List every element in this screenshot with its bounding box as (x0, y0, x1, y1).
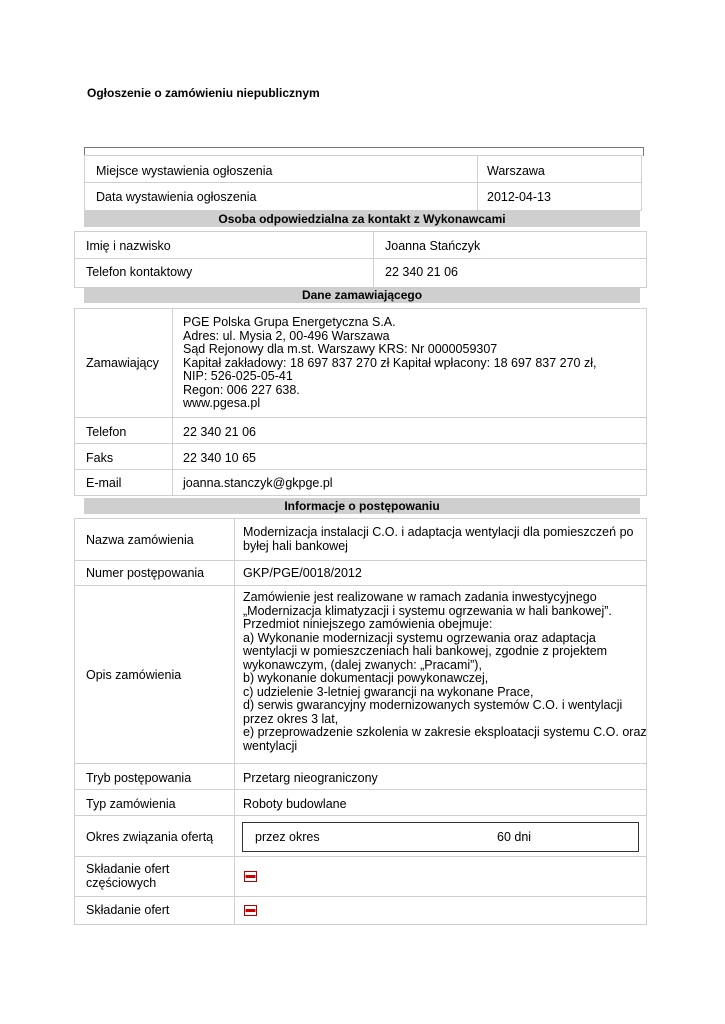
orderer-email-label: E-mail (86, 476, 122, 490)
offers-label: Składanie ofert (86, 903, 170, 917)
orderer-details: PGE Polska Grupa Energetyczna S.A. Adres: ul. Mysia 2, 00-496 Warszawa Sąd Rejonowy dla m.st. Warszawy KRS: Nr 0000059307 Kapitał zakładowy: 18 697 837 270 zł Kapitał wpłacony: 18 697 837 270 zł, NIP: 526-025-05-41 Regon: 006 227 638. www.pgesa.pl (183, 315, 597, 410)
page-title: Ogłoszenie o zamówieniu niepublicznym (87, 86, 320, 100)
procedure-mode-value: Przetarg nieograniczony (243, 771, 378, 785)
procedure-number-value: GKP/PGE/0018/2012 (243, 566, 362, 580)
orderer-fax-label: Faks (86, 451, 114, 465)
binding-period-text: przez okres (255, 830, 320, 844)
binding-period-days: 60 dni (497, 830, 532, 844)
date-label: Data wystawienia ogłoszenia (96, 190, 257, 204)
date-value: 2012-04-13 (487, 190, 551, 204)
procedure-number-label: Numer postępowania (86, 566, 205, 580)
contact-phone-label: Telefon kontaktowy (86, 265, 193, 279)
orderer-label: Zamawiający (86, 356, 159, 370)
order-type-label: Typ zamówienia (86, 797, 176, 811)
orderer-heading: Dane zamawiającego (84, 287, 640, 303)
contact-name-value: Joanna Stańczyk (385, 239, 481, 253)
orderer-phone-label: Telefon (86, 425, 127, 439)
binding-period-label: Okres związania ofertą (86, 830, 214, 844)
order-type-value: Roboty budowlane (243, 797, 347, 811)
procedure-mode-label: Tryb postępowania (86, 771, 192, 785)
orderer-fax-value: 22 340 10 65 (183, 451, 256, 465)
order-description-label: Opis zamówienia (86, 668, 182, 682)
order-description-value: Zamówienie jest realizowane w ramach zadania inwestycyjnego „Modernizacja klimatyzacji i systemu ogrzewania w hali bankowej”. Przedmiot niniejszego zamówienia obejmuje: a) Wykonanie modernizacji systemu ogrzewania oraz adaptacja wentylacji w pomieszczeniach hali bankowej, zgodnie z projektem wykonawczym, (dalej zwanych: „Pracami”), b) wykonanie dokumentacji powykonawczej, c) udzielenie 3-letniej gwarancji na wykonane Prace, d) serwis gwarancyjny modernizowanych systemów C.O. i wentylacji przez okres 3 lat, e) przeprowadzenie szkolenia w zakresie eksploatacji systemu C.O. oraz wentylacji (243, 590, 647, 753)
place-label: Miejsce wystawienia ogłoszenia (96, 164, 273, 178)
partial-offers-checkbox-icon[interactable] (244, 871, 257, 882)
contact-phone-value: 22 340 21 06 (385, 265, 458, 279)
order-name-value: Modernizacja instalacji C.O. i adaptacja wentylacji dla pomieszczeń po byłej hali bankowej (243, 525, 634, 553)
partial-offers-label: Składanie ofert częściowych (86, 862, 170, 890)
procedure-heading: Informacje o postępowaniu (84, 498, 640, 514)
contact-name-label: Imię i nazwisko (86, 239, 171, 253)
orderer-phone-value: 22 340 21 06 (183, 425, 256, 439)
contact-heading: Osoba odpowiedzialna za kontakt z Wykonawcami (84, 211, 640, 227)
offers-checkbox-icon[interactable] (244, 905, 257, 916)
place-value: Warszawa (487, 164, 545, 178)
orderer-email-value: joanna.stanczyk@gkpge.pl (183, 476, 333, 490)
order-name-label: Nazwa zamówienia (86, 533, 194, 547)
